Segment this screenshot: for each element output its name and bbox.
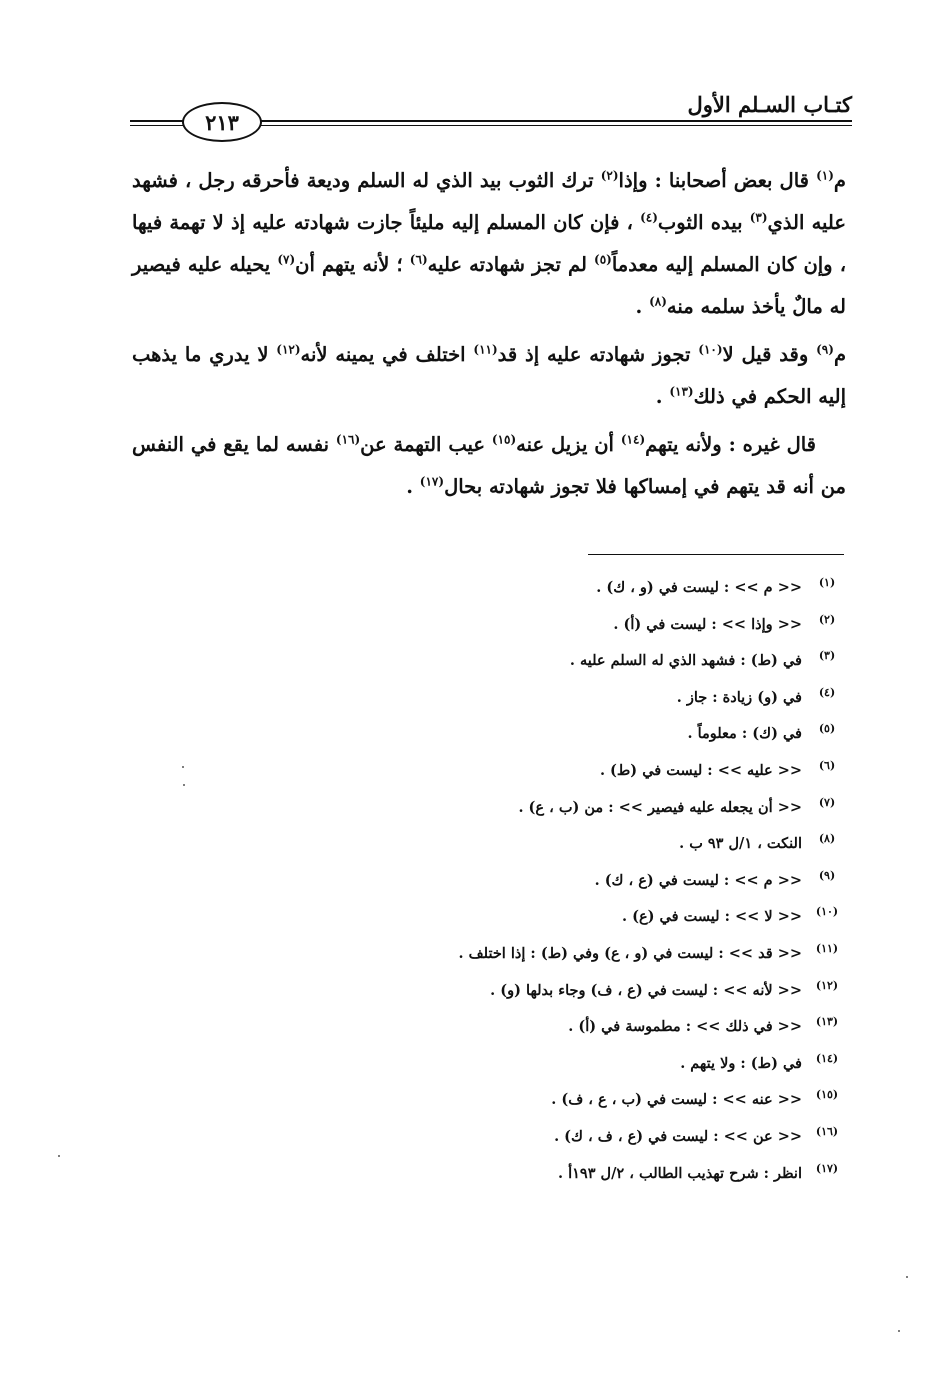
footnote-ref[interactable]: (٣) [749, 210, 768, 225]
footnote-number: (٣) [818, 649, 836, 663]
footnote-item [382, 826, 842, 863]
footnote-separator [588, 554, 844, 555]
footnote-ref[interactable]: (١٣) [669, 384, 694, 399]
footnote-number: (٩) [818, 868, 836, 882]
footnote-item [382, 643, 842, 680]
footnote-text: في (ط) : ولا يتهم . [680, 1054, 802, 1072]
footnote-number: (٢) [818, 612, 836, 626]
footnote-text: في (ط) : فشهد الذي له السلم عليه . [569, 652, 802, 670]
footnote-text: << أن يجعله عليه فيصير >> : من (ب ، ع) . [518, 798, 802, 816]
scan-speck [182, 766, 184, 768]
footnote-item [382, 1009, 842, 1046]
footnote-item [382, 936, 842, 973]
footnote-number: (٦) [818, 758, 836, 772]
footnote-number: (١٧) [815, 1161, 839, 1175]
footnote-ref[interactable]: (٥) [594, 252, 612, 267]
text-run: عيب التهمة عن [360, 433, 492, 456]
page-number: ٢١٣ [205, 109, 239, 135]
scan-speck [906, 1276, 908, 1278]
text-run: قال بعض أصحابنا : وإذا [618, 169, 817, 192]
scan-speck [58, 1155, 60, 1157]
paragraph-1 [132, 160, 846, 328]
footnote-number: (١٢) [815, 978, 839, 992]
footnote-item [382, 899, 842, 936]
footnote-item [382, 1119, 842, 1156]
text-run: لم تجز شهادته عليه [427, 253, 595, 276]
footnote-number: (٤) [818, 685, 836, 699]
text-run: قال غيره : ولأنه يتهم [645, 433, 816, 456]
footnote-ref[interactable]: (٨) [649, 294, 667, 309]
text-run: نفسه لما يقع في النفس من أنه قد يتهم في إمساكها فلا تجوز شهادته بحال [132, 433, 846, 498]
footnote-item [382, 570, 842, 607]
footnote-item [382, 680, 842, 717]
footnote-text: << قد >> : ليست في (و ، ع) وفي (ط) : إذا اختلف . [458, 944, 802, 962]
text-run: . [655, 385, 670, 408]
footnote-ref[interactable]: (١٥) [491, 432, 517, 447]
footnote-ref[interactable]: (١٢) [276, 342, 301, 357]
footnote-ref[interactable]: (١٤) [620, 432, 646, 447]
footnote-number: (١٦) [815, 1124, 839, 1138]
paragraph-3 [132, 424, 846, 508]
footnote-text: << عليه >> : ليست في (ط) . [599, 761, 802, 779]
footnote-text: << عن >> : ليست في (ع ، ف ، ك) . [554, 1127, 802, 1145]
running-header [130, 88, 852, 148]
footnote-number: (١٠) [815, 905, 839, 919]
footnote-ref[interactable]: (١٧) [419, 474, 445, 489]
footnote-number: (٧) [818, 795, 836, 809]
footnote-item [382, 607, 842, 644]
text-run: وقد قيل لا [722, 343, 817, 366]
footnote-text: << م >> : ليست في (و ، ك) . [596, 579, 802, 596]
footnote-ref[interactable]: (٢) [600, 168, 619, 183]
footnote-number: (١٣) [815, 1015, 839, 1029]
footnote-item [382, 1156, 842, 1193]
text-run: ، فإن كان المسلم إليه مليئاً جازت شهادته عليه إذ لا تهمة فيها ، وإن كان المسلم إليه معدماً [132, 211, 846, 276]
footnotes [382, 570, 842, 1192]
page-number-oval [182, 102, 262, 142]
footnote-item [382, 716, 842, 753]
footnote-item [382, 863, 842, 900]
text-run: ترك الثوب بيد الذي له السلم وديعة فأحرقه رجل ، فشهد عليه الذي [132, 169, 846, 234]
footnote-number: (١١) [815, 941, 839, 955]
footnote-item [382, 790, 842, 827]
text-run: . [406, 475, 420, 498]
footnote-item [382, 1082, 842, 1119]
footnote-text: في (ك) : معلوماً . [687, 725, 802, 743]
footnote-number: (٨) [818, 832, 836, 846]
text-run: ؛ لأنه يتهم أن [295, 253, 410, 276]
text-run: تجوز شهادته عليه إذ قد [497, 343, 699, 366]
header-title: كتـاب السـلم الأول [687, 92, 852, 117]
footnote-text: << لا >> : ليست في (ع) . [622, 908, 802, 926]
footnote-number: (١٤) [815, 1051, 839, 1065]
main-text [132, 160, 846, 514]
footnote-text: << لأنه >> : ليست في (ع ، ف) وجاء بدلها (و) . [490, 981, 802, 999]
footnote-ref[interactable]: (١٦) [335, 432, 361, 447]
footnote-ref[interactable]: (١) [816, 168, 834, 183]
text-run: اختلف في يمينه لأنه [300, 343, 474, 366]
footnote-ref[interactable]: (٦) [409, 252, 428, 267]
footnote-text: انظر : شرح تهذيب الطالب ، ٢/ل ١٩٣أ . [558, 1164, 802, 1182]
scan-speck [183, 784, 185, 786]
footnote-text: النكت ، ١/ل ٩٣ ب . [679, 835, 802, 853]
footnote-text: << م >> : ليست في (ع ، ك) . [594, 871, 802, 889]
footnote-text: << وإذا >> : ليست في (أ) . [613, 615, 802, 633]
text-run: م [833, 169, 846, 192]
footnote-ref[interactable]: (٤) [640, 210, 658, 225]
text-run: لا يدري ما يذهب إليه الحكم في ذلك [132, 343, 846, 408]
text-run: م [833, 343, 847, 366]
footnote-text: << في ذلك >> : مطموسة في (أ) . [568, 1018, 802, 1036]
text-run: . [635, 295, 650, 318]
footnote-ref[interactable]: (١١) [473, 342, 498, 357]
footnote-item [382, 973, 842, 1010]
footnote-ref[interactable]: (١٠) [698, 342, 723, 357]
footnote-number: (٥) [818, 722, 836, 736]
text-run: بيده الثوب [657, 211, 750, 234]
footnote-ref[interactable]: (٧) [277, 252, 296, 267]
footnote-number: (١) [818, 576, 836, 589]
text-run: أن يزيل عنه [516, 433, 621, 456]
footnote-number: (١٥) [815, 1088, 839, 1102]
footnote-item [382, 1046, 842, 1083]
footnote-item [382, 753, 842, 790]
scan-speck [898, 1330, 900, 1332]
paragraph-2 [132, 334, 846, 418]
footnote-text: في (و) زيادة : جاز . [676, 688, 802, 706]
footnote-ref[interactable]: (٩) [816, 342, 834, 357]
text-run: يحيله عليه فيصير له مالٌ يأخذ سلمه منه [132, 253, 846, 318]
footnote-text: << عنه >> : ليست في (ب ، ع ، ف) . [551, 1091, 802, 1109]
